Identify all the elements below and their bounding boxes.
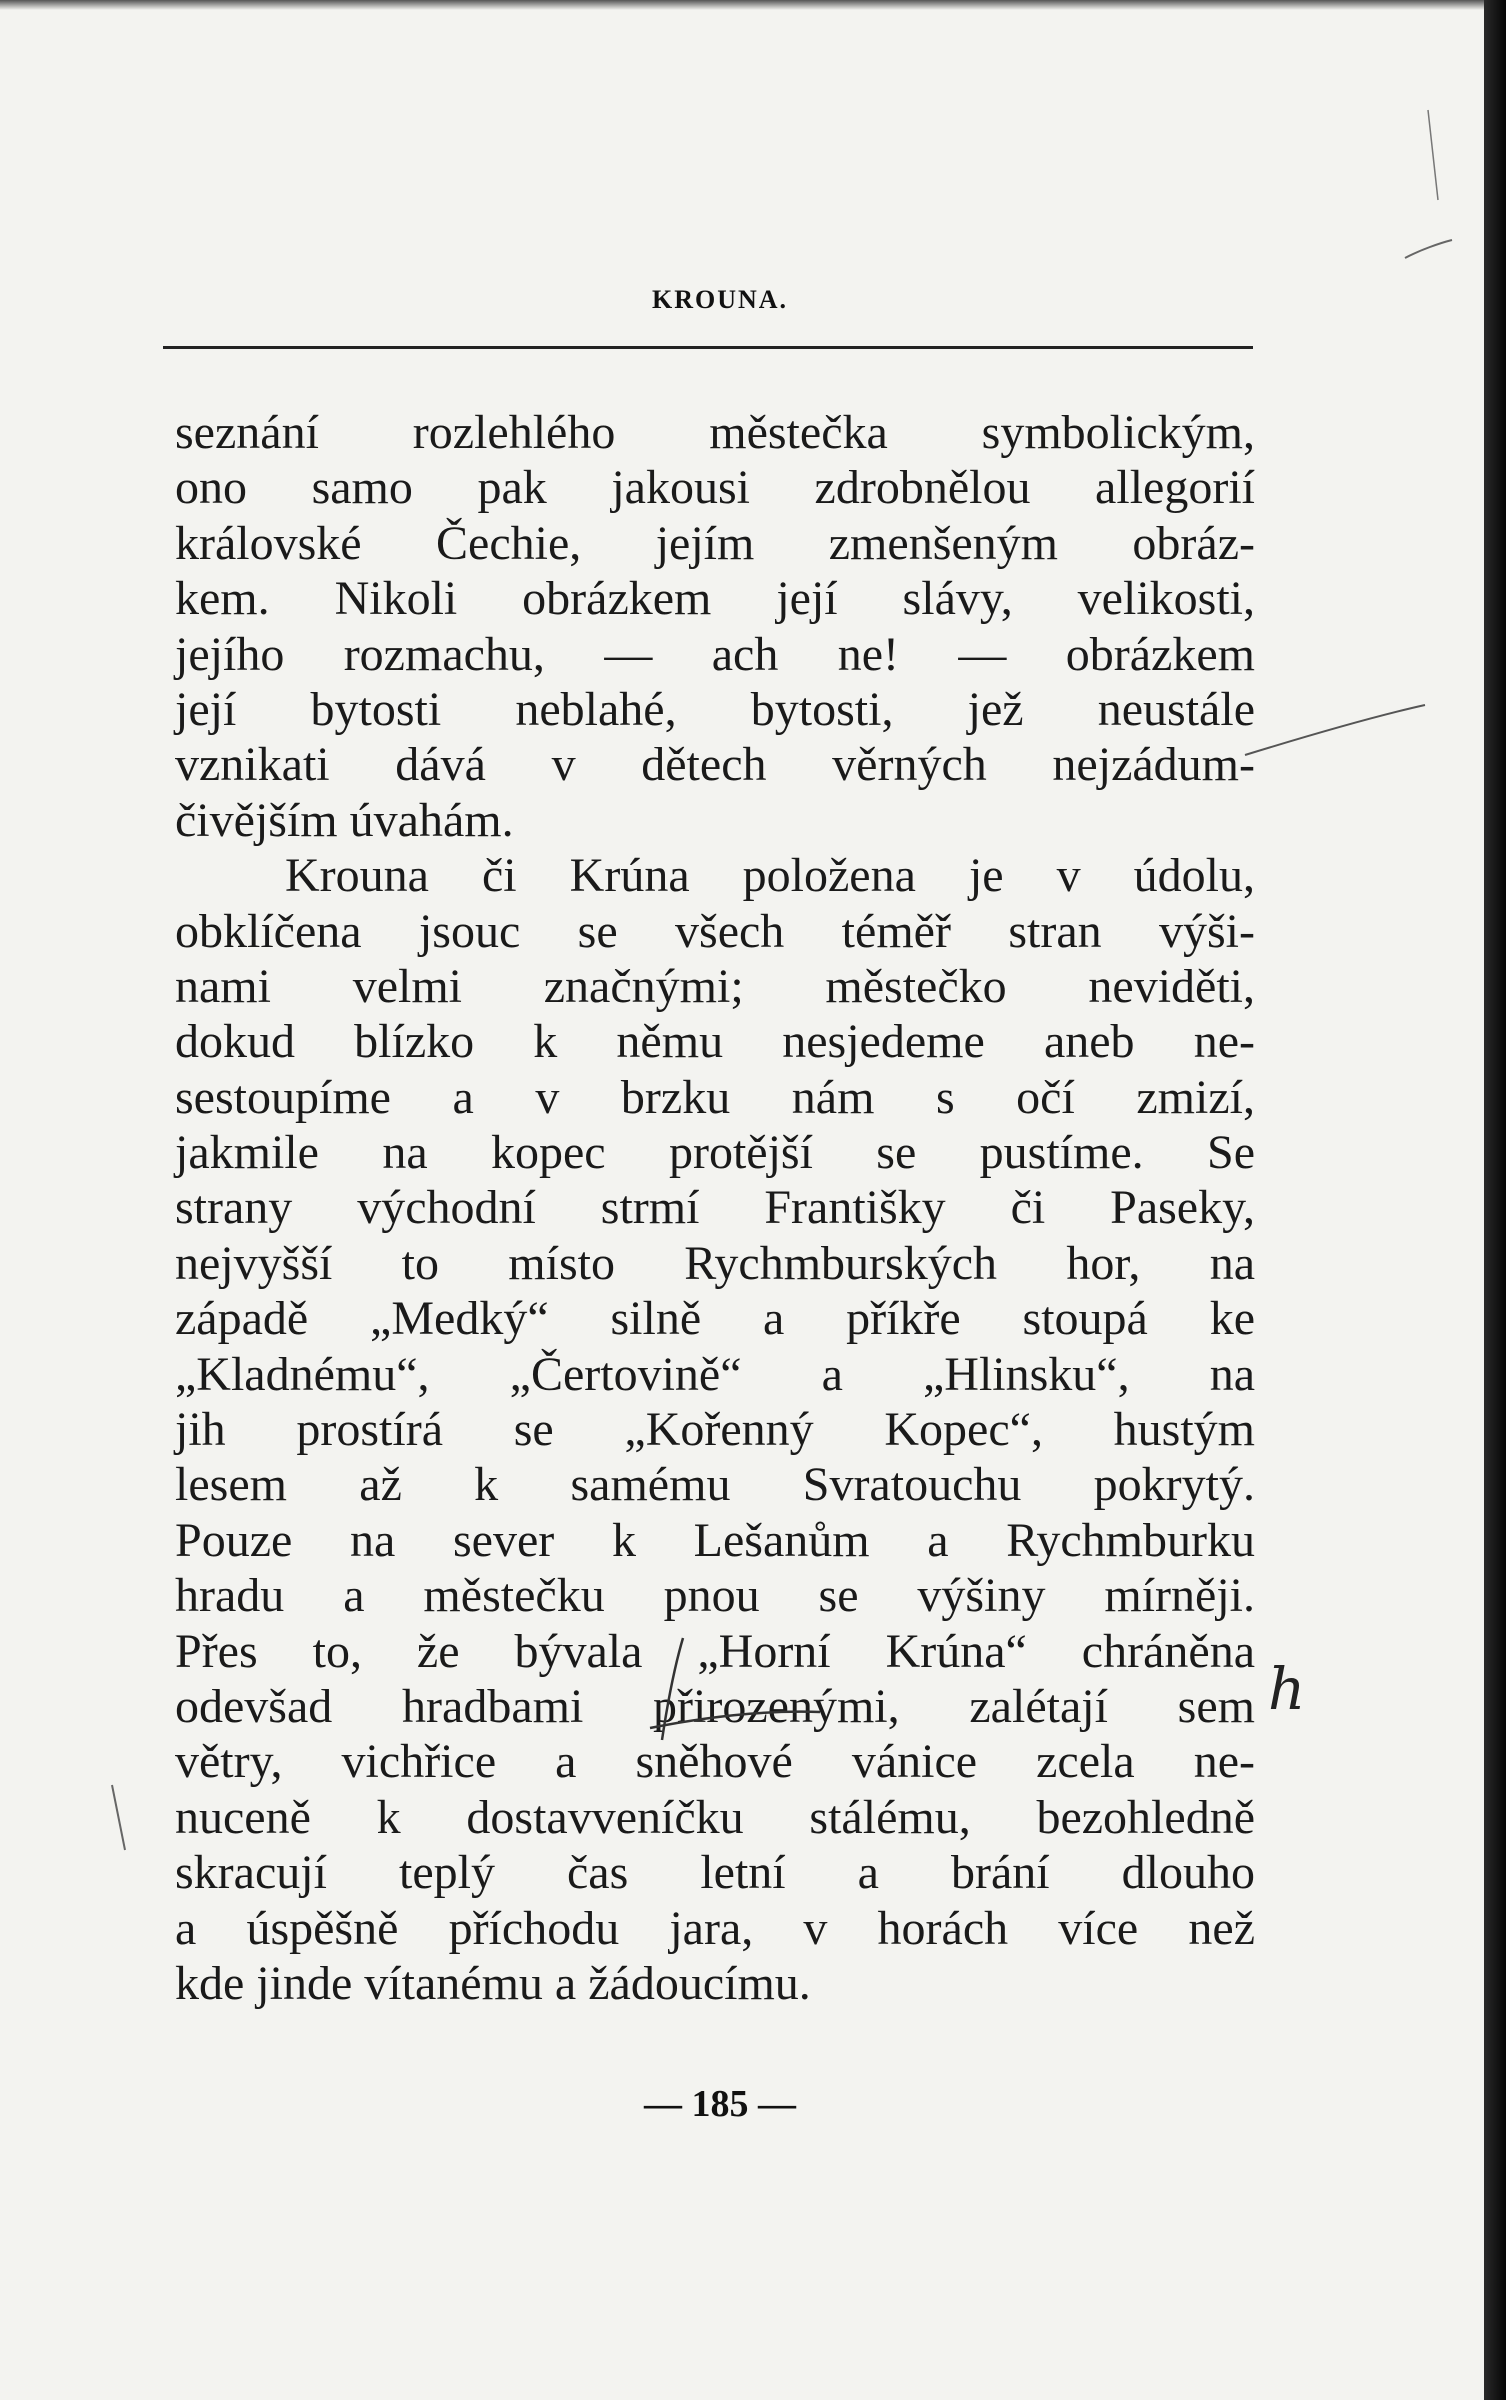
- text-line: seznání rozlehlého městečka symbolickým,: [175, 406, 1255, 459]
- text-line: nuceně k dostavveníčku stálému, bezohledně: [175, 1790, 1255, 1844]
- text-line: Pouze na sever k Lešanům a Rychmburku: [175, 1513, 1255, 1567]
- pencil-stroke: [1428, 110, 1438, 200]
- book-edge-shadow: [1484, 0, 1506, 2400]
- text-line: odevšad hradbami přirozenými, zalétají sem: [175, 1679, 1255, 1733]
- handwritten-margin-note: h: [1268, 1655, 1306, 1723]
- pencil-stroke: [1245, 705, 1425, 755]
- text-line: kde jinde vítanému a žádoucímu.: [175, 1956, 811, 2010]
- text-line: nejvyšší to místo Rychmburských hor, na: [175, 1236, 1255, 1290]
- pencil-stroke: [112, 1785, 125, 1850]
- page-top-shadow: [0, 0, 1486, 10]
- text-line: její bytosti neblahé, bytosti, jež neustále: [175, 682, 1255, 736]
- text-line: Přes to, že bývala „Horní Krúna“ chráněna: [175, 1624, 1255, 1678]
- text-line: obklíčena jsouc se všech téměř stran výši-: [175, 904, 1255, 958]
- text-line: lesem až k samému Svratouchu pokrytý.: [175, 1458, 1255, 1512]
- text-line: „Kladnému“, „Čertovině“ a „Hlinsku“, na: [175, 1347, 1255, 1401]
- text-line: a úspěšně příchodu jara, v horách více než: [175, 1901, 1255, 1955]
- text-line: jih prostírá se „Kořenný Kopec“, hustým: [175, 1403, 1255, 1457]
- text-line: sestoupíme a v brzku nám s očí zmizí,: [175, 1070, 1255, 1124]
- text-line: nami velmi značnými; městečko neviděti,: [175, 959, 1255, 1013]
- text-line: západě „Medký“ silně a příkře stoupá ke: [175, 1292, 1255, 1346]
- text-line: hradu a městečku pnou se výšiny mírněji.: [175, 1569, 1255, 1623]
- text-line: Krouna či Krúna položena je v údolu,: [285, 849, 1255, 903]
- text-line: královské Čechie, jejím zmenšeným obráz-: [175, 516, 1255, 570]
- text-line: strany východní strmí Františky či Paseky,: [175, 1181, 1255, 1235]
- text-line: větry, vichřice a sněhové vánice zcela ne-: [175, 1735, 1255, 1789]
- text-line: jakmile na kopec protější se pustíme. Se: [175, 1126, 1255, 1180]
- text-line: vznikati dává v dětech věrných nejzádum-: [175, 738, 1255, 792]
- text-line: ono samo pak jakousi zdrobnělou allegorií: [175, 461, 1255, 515]
- pencil-stroke: [1405, 240, 1452, 258]
- body-text: [175, 405, 1255, 2011]
- text-line: kem. Nikoli obrázkem její slávy, velikosti,: [175, 572, 1255, 626]
- header-rule: [163, 346, 1253, 349]
- text-line: čivějším úvahám.: [175, 793, 514, 847]
- running-head: KROUNA.: [651, 285, 789, 314]
- text-line: dokud blízko k němu nesjedeme aneb ne-: [175, 1015, 1255, 1069]
- text-line: skracují teplý čas letní a brání dlouho: [175, 1846, 1255, 1900]
- text-line: jejího rozmachu, — ach ne! — obrázkem: [175, 627, 1255, 681]
- page-number: — 185 —: [644, 2083, 796, 2125]
